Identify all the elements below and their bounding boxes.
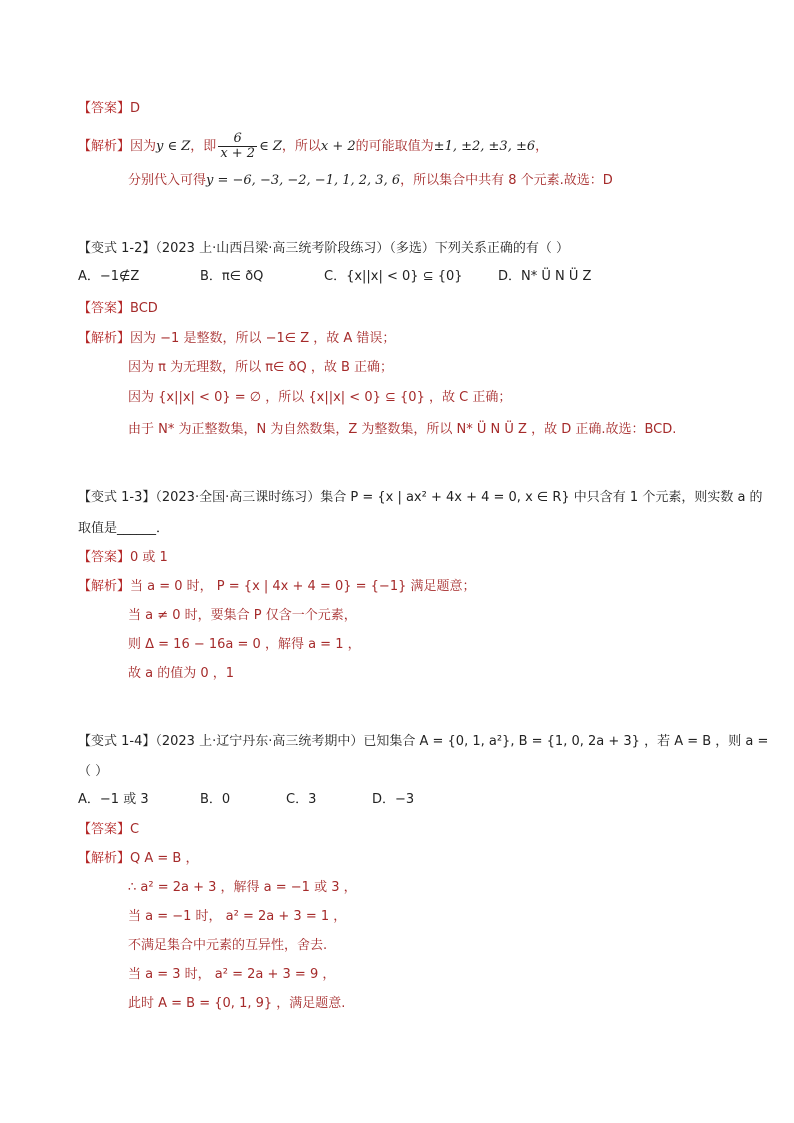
q4-analysis-line-6: 此时 A = B = {0, 1, 9} ，满足题意. — [128, 996, 346, 1011]
text: ，所以 — [281, 139, 321, 154]
q4-option-a: A．−1 或 3 — [78, 792, 149, 807]
answer-label: 【答案】 — [78, 822, 131, 837]
q2-analysis-line-1 — [78, 330, 395, 348]
q4-title-line-1: 【变式 1-4】（2023 上·辽宁丹东·高三统考期中）已知集合 A = {0, 1, a²}, B = {1, 0, 2a + 3} ，若 A = B ，则 a = — [78, 734, 769, 749]
text: 因为 −1 是整数，所以 −1∈ Z ，故 A 错误； — [130, 331, 396, 346]
analysis-label: 【解析】 — [78, 851, 131, 866]
math: y ∈ Z — [156, 139, 191, 154]
q3-answer-line — [78, 549, 168, 567]
q2-analysis-line-3: 因为 {x||x| < 0} = ∅ ，所以 {x||x| < 0} ⊆ {0} ，故 C 正确； — [128, 390, 512, 405]
q3-analysis-line-3: 则 Δ = 16 − 16a = 0 ，解得 a = 1 ， — [128, 637, 361, 652]
q4-title-line-2: （ ） — [78, 764, 109, 779]
text: 分别代入可得 — [128, 173, 207, 188]
answer-value: 0 或 1 — [130, 550, 168, 565]
math: y = −6, −3, −2, −1, 1, 2, 3, 6 — [206, 173, 401, 188]
text: Q A = B ， — [130, 851, 199, 866]
answer-value: D — [130, 101, 141, 116]
fraction — [218, 132, 257, 161]
answer-label: 【答案】 — [78, 301, 131, 316]
answer-value: C — [130, 822, 140, 837]
q2-analysis-line-4: 由于 N* 为正整数集，N 为自然数集，Z 为整数集，所以 N* Ü N Ü Z ，故 D 正确.故选：BCD. — [128, 422, 677, 437]
q4-analysis-line-2: ∴ a² = 2a + 3 ，解得 a = −1 或 3 ， — [128, 880, 357, 895]
text: ， — [535, 139, 549, 154]
text: ，所以集合中共有 8 个元素.故选：D — [400, 173, 613, 188]
analysis-label: 【解析】 — [78, 579, 131, 594]
q3-analysis-line-4: 故 a 的值为 0 ，1 — [128, 666, 235, 681]
answer-label: 【答案】 — [78, 101, 131, 116]
analysis-label: 【解析】 — [78, 331, 131, 346]
q2-option-a: A．−1∉Z — [78, 269, 140, 284]
q3-analysis-line-2: 当 a ≠ 0 时，要集合 P 仅含一个元素， — [128, 608, 357, 623]
text: 当 a = 0 时， P = {x | 4x + 4 = 0} = {−1} 满足题意； — [130, 579, 476, 594]
answer-value: BCD — [130, 301, 158, 316]
q3-analysis-line-1 — [78, 578, 476, 596]
math: x + 2 — [320, 139, 356, 154]
analysis-label: 【解析】 — [78, 139, 131, 154]
q4-analysis-line-1 — [78, 850, 198, 868]
text: ，即 — [190, 139, 217, 154]
q4-analysis-line-5: 当 a = 3 时， a² = 2a + 3 = 9 ， — [128, 967, 336, 982]
q3-title-line-2: 取值是______． — [78, 521, 170, 536]
fraction-denominator: x + 2 — [220, 146, 256, 161]
q4-option-b: B．0 — [200, 792, 231, 807]
q2-analysis-line-2: 因为 π 为无理数，所以 π∈ ðQ ，故 B 正确； — [128, 360, 394, 375]
math: ∈ Z — [259, 139, 282, 154]
q1-analysis-line-2 — [128, 172, 613, 190]
q4-option-d: D．−3 — [372, 792, 415, 807]
q2-option-c: C．{x||x| < 0} ⊆ {0} — [324, 269, 463, 284]
q4-answer-line — [78, 821, 139, 839]
math: ±1, ±2, ±3, ±6 — [433, 139, 536, 154]
text: 因为 — [130, 139, 157, 154]
q2-option-b: B．π∈ ðQ — [200, 269, 264, 284]
q4-analysis-line-3: 当 a = −1 时， a² = 2a + 3 = 1 ， — [128, 909, 347, 924]
q4-analysis-line-4: 不满足集合中元素的互异性，舍去. — [128, 938, 328, 953]
q3-title-line-1: 【变式 1-3】（2023·全国·高三课时练习）集合 P = {x | ax² + 4x + 4 = 0, x ∈ R} 中只含有 1 个元素，则实数 a 的 — [78, 490, 763, 505]
q1-answer-line — [78, 100, 140, 118]
q2-option-d: D．N* Ü N Ü Z — [498, 269, 592, 284]
q2-answer-line — [78, 300, 158, 318]
q2-title: 【变式 1-2】（2023 上·山西吕梁·高三统考阶段练习）（多选）下列关系正确的有（ ） — [78, 241, 569, 256]
answer-label: 【答案】 — [78, 550, 131, 565]
text: 的可能取值为 — [355, 139, 434, 154]
q4-option-c: C．3 — [286, 792, 317, 807]
q1-analysis-line-1 — [78, 132, 548, 161]
fraction-numerator: 6 — [218, 132, 257, 147]
